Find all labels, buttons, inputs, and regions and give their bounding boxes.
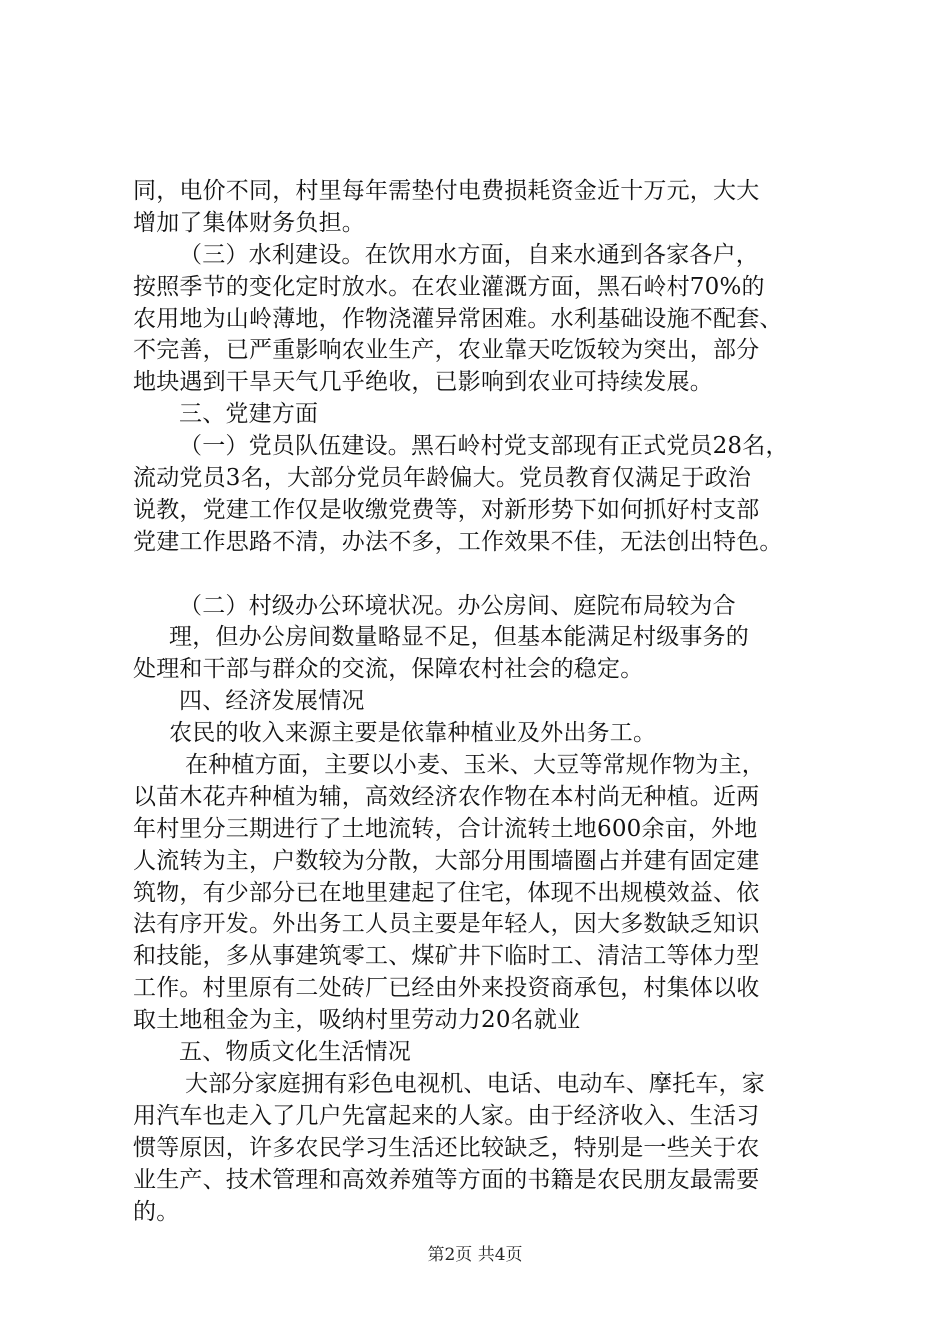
text-line: 同，电价不同，村里每年需垫付电费损耗资金近十万元，大大 <box>133 178 760 204</box>
text-line: 党建工作思路不清，办法不多，工作效果不佳，无法创出特色。 <box>133 528 783 555</box>
text-line: 说教，党建工作仅是收缴党费等，对新形势下如何抓好村支部 <box>133 496 760 523</box>
text-line: 筑物，有少部分已在地里建起了住宅，体现不出规模效益、依 <box>133 879 760 906</box>
text-line: 农用地为山岭薄地，作物浇灌异常困难。水利基础设施不配套、 <box>133 305 783 332</box>
text-line: 处理和干部与群众的交流，保障农村社会的稳定。 <box>133 656 644 683</box>
text-line: 五、物质文化生活情况 <box>179 1039 411 1066</box>
text-line: 大部分家庭拥有彩色电视机、电话、电动车、摩托车，家 <box>185 1070 765 1097</box>
page-footer: 第2页 共4页 <box>427 1245 523 1265</box>
text-line: 在种植方面，主要以小麦、玉米、大豆等常规作物为主， <box>185 752 765 779</box>
text-line: 人流转为主，户数较为分散，大部分用围墙圈占并建有固定建 <box>133 847 760 874</box>
text-line: 四、经济发展情况 <box>179 688 365 715</box>
text-line: 增加了集体财务负担。 <box>133 209 365 236</box>
document-body <box>133 176 833 1228</box>
text-line: （二）村级办公环境状况。办公房间、庭院布局较为合 <box>179 592 736 619</box>
text-line: 的。 <box>133 1198 180 1225</box>
text-line: 农民的收入来源主要是依靠种植业及外出务工。 <box>169 720 657 747</box>
text-line: 以苗木花卉种植为辅，高效经济农作物在本村尚无种植。近两 <box>133 783 760 810</box>
text-line <box>133 559 833 591</box>
text-line: 取土地租金为主，吸纳村里劳动力20名就业 <box>133 1007 581 1034</box>
text-line: 地块遇到干旱天气几乎绝收，已影响到农业可持续发展。 <box>133 369 713 396</box>
text-line: 三、党建方面 <box>179 401 319 428</box>
text-line: 不完善，已严重影响农业生产，农业靠天吃饭较为突出，部分 <box>133 337 760 364</box>
text-line: 业生产、技术管理和高效养殖等方面的书籍是农民朋友最需要 <box>133 1166 760 1193</box>
text-line: （三）水利建设。在饮用水方面，自来水通到各家各户， <box>179 241 759 268</box>
text-line: 工作。村里原有二处砖厂已经由外来投资商承包，村集体以收 <box>133 975 760 1002</box>
text-line: 年村里分三期进行了土地流转，合计流转土地600余亩，外地 <box>133 815 758 842</box>
text-line: 用汽车也走入了几户先富起来的人家。由于经济收入、生活习 <box>133 1102 760 1129</box>
text-line: 法有序开发。外出务工人员主要是年轻人，因大多数缺乏知识 <box>133 911 760 938</box>
text-line: 和技能，多从事建筑零工、煤矿井下临时工、清洁工等体力型 <box>133 943 760 970</box>
text-line: 按照季节的变化定时放水。在农业灌溉方面，黑石岭村70%的 <box>133 273 765 300</box>
text-line: 流动党员3名，大部分党员年龄偏大。党员教育仅满足于政治 <box>133 465 752 492</box>
text-line: 惯等原因，许多农民学习生活还比较缺乏，特别是一些关于农 <box>133 1134 760 1161</box>
text-line: （一）党员队伍建设。黑石岭村党支部现有正式党员28名， <box>179 433 789 460</box>
text-line: 理，但办公房间数量略显不足，但基本能满足村级事务的 <box>169 624 749 651</box>
